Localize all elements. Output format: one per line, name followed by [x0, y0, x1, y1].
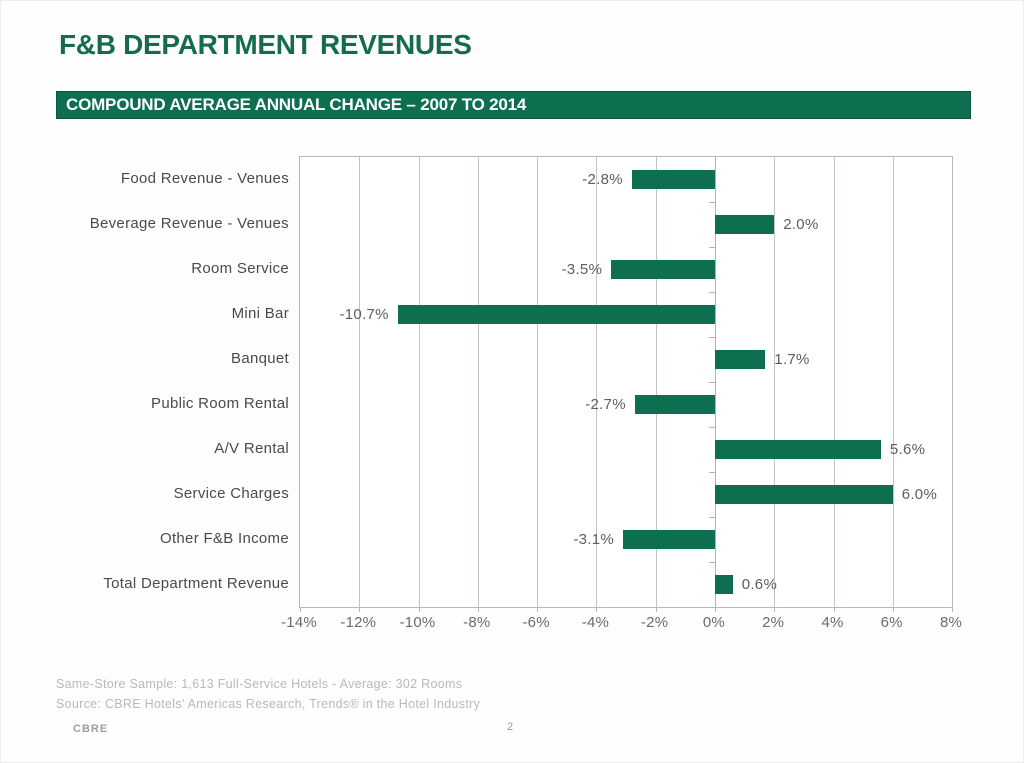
bar: [715, 485, 893, 504]
x-tick-label: -2%: [640, 614, 669, 631]
category-label: Service Charges: [173, 485, 289, 502]
x-tick-label: 8%: [939, 614, 963, 631]
x-tick-label: 2%: [762, 614, 785, 631]
bar: [623, 530, 715, 549]
axis-tick: [300, 607, 301, 612]
category-tick: [709, 517, 715, 518]
category-tick: [709, 427, 715, 428]
x-tick-label: -12%: [340, 614, 377, 631]
bar: [715, 440, 881, 459]
category-label: Total Department Revenue: [103, 575, 289, 592]
value-label: -2.8%: [582, 171, 623, 188]
value-label: -2.7%: [585, 396, 626, 413]
gridline: [893, 157, 894, 607]
category-axis: [41, 156, 289, 606]
bar: [632, 170, 715, 189]
axis-tick: [715, 607, 716, 612]
bar: [611, 260, 715, 279]
value-label: -10.7%: [339, 306, 389, 323]
bar: [715, 350, 765, 369]
gridline: [537, 157, 538, 607]
bar: [715, 575, 733, 594]
x-tick-label: -8%: [463, 614, 491, 631]
axis-tick: [537, 607, 538, 612]
gridline: [774, 157, 775, 607]
category-label: A/V Rental: [214, 440, 289, 457]
gridline: [359, 157, 360, 607]
cbre-logo: CBRE: [73, 723, 109, 735]
x-tick-label: -6%: [522, 614, 550, 631]
category-tick: [709, 202, 715, 203]
gridline: [478, 157, 479, 607]
bar: [398, 305, 715, 324]
category-tick: [709, 337, 715, 338]
axis-tick: [656, 607, 657, 612]
category-tick: [709, 247, 715, 248]
category-tick: [709, 292, 715, 293]
value-label: -3.1%: [573, 531, 614, 548]
category-tick: [709, 472, 715, 473]
plot-area: [299, 156, 953, 608]
x-tick-label: 0%: [702, 614, 725, 631]
axis-tick: [478, 607, 479, 612]
category-label: Other F&B Income: [159, 530, 289, 547]
bar: [635, 395, 715, 414]
gridline: [419, 157, 420, 607]
value-label: -3.5%: [561, 261, 603, 278]
category-tick: [709, 382, 715, 383]
value-label: 5.6%: [889, 441, 926, 458]
axis-tick: [834, 607, 835, 612]
x-tick-label: 6%: [880, 614, 903, 631]
value-label: 1.7%: [774, 351, 810, 368]
category-label: Public Room Rental: [151, 395, 289, 412]
x-tick-label: -10%: [399, 614, 436, 631]
page-number: 2: [507, 721, 514, 733]
axis-tick: [596, 607, 597, 612]
axis-tick: [419, 607, 420, 612]
x-tick-label: 4%: [821, 614, 844, 631]
footnote-source: Source: CBRE Hotels' Americas Research, Trends® in the Hotel Industry: [56, 697, 481, 711]
category-label: Mini Bar: [231, 305, 289, 322]
category-label: Room Service: [191, 260, 289, 277]
value-label: 0.6%: [741, 576, 778, 593]
x-tick-label: -14%: [281, 614, 317, 631]
category-label: Banquet: [231, 350, 289, 367]
subtitle-banner: COMPOUND AVERAGE ANNUAL CHANGE – 2007 TO 2014: [56, 91, 971, 119]
page-title: F&B DEPARTMENT REVENUES: [59, 29, 472, 60]
category-label: Beverage Revenue - Venues: [89, 215, 289, 232]
bar: [715, 215, 774, 234]
axis-tick: [952, 607, 953, 612]
axis-tick: [359, 607, 360, 612]
x-axis-tick-labels: [281, 614, 963, 636]
footnote-sample: Same-Store Sample: 1,613 Full-Service Hotels - Average: 302 Rooms: [56, 677, 463, 691]
gridline: [834, 157, 835, 607]
value-label: 2.0%: [783, 216, 819, 233]
axis-tick: [774, 607, 775, 612]
x-tick-label: -4%: [581, 614, 610, 631]
category-label: Food Revenue - Venues: [120, 170, 289, 187]
category-tick: [709, 562, 715, 563]
axis-tick: [893, 607, 894, 612]
value-label: 6.0%: [901, 486, 938, 503]
